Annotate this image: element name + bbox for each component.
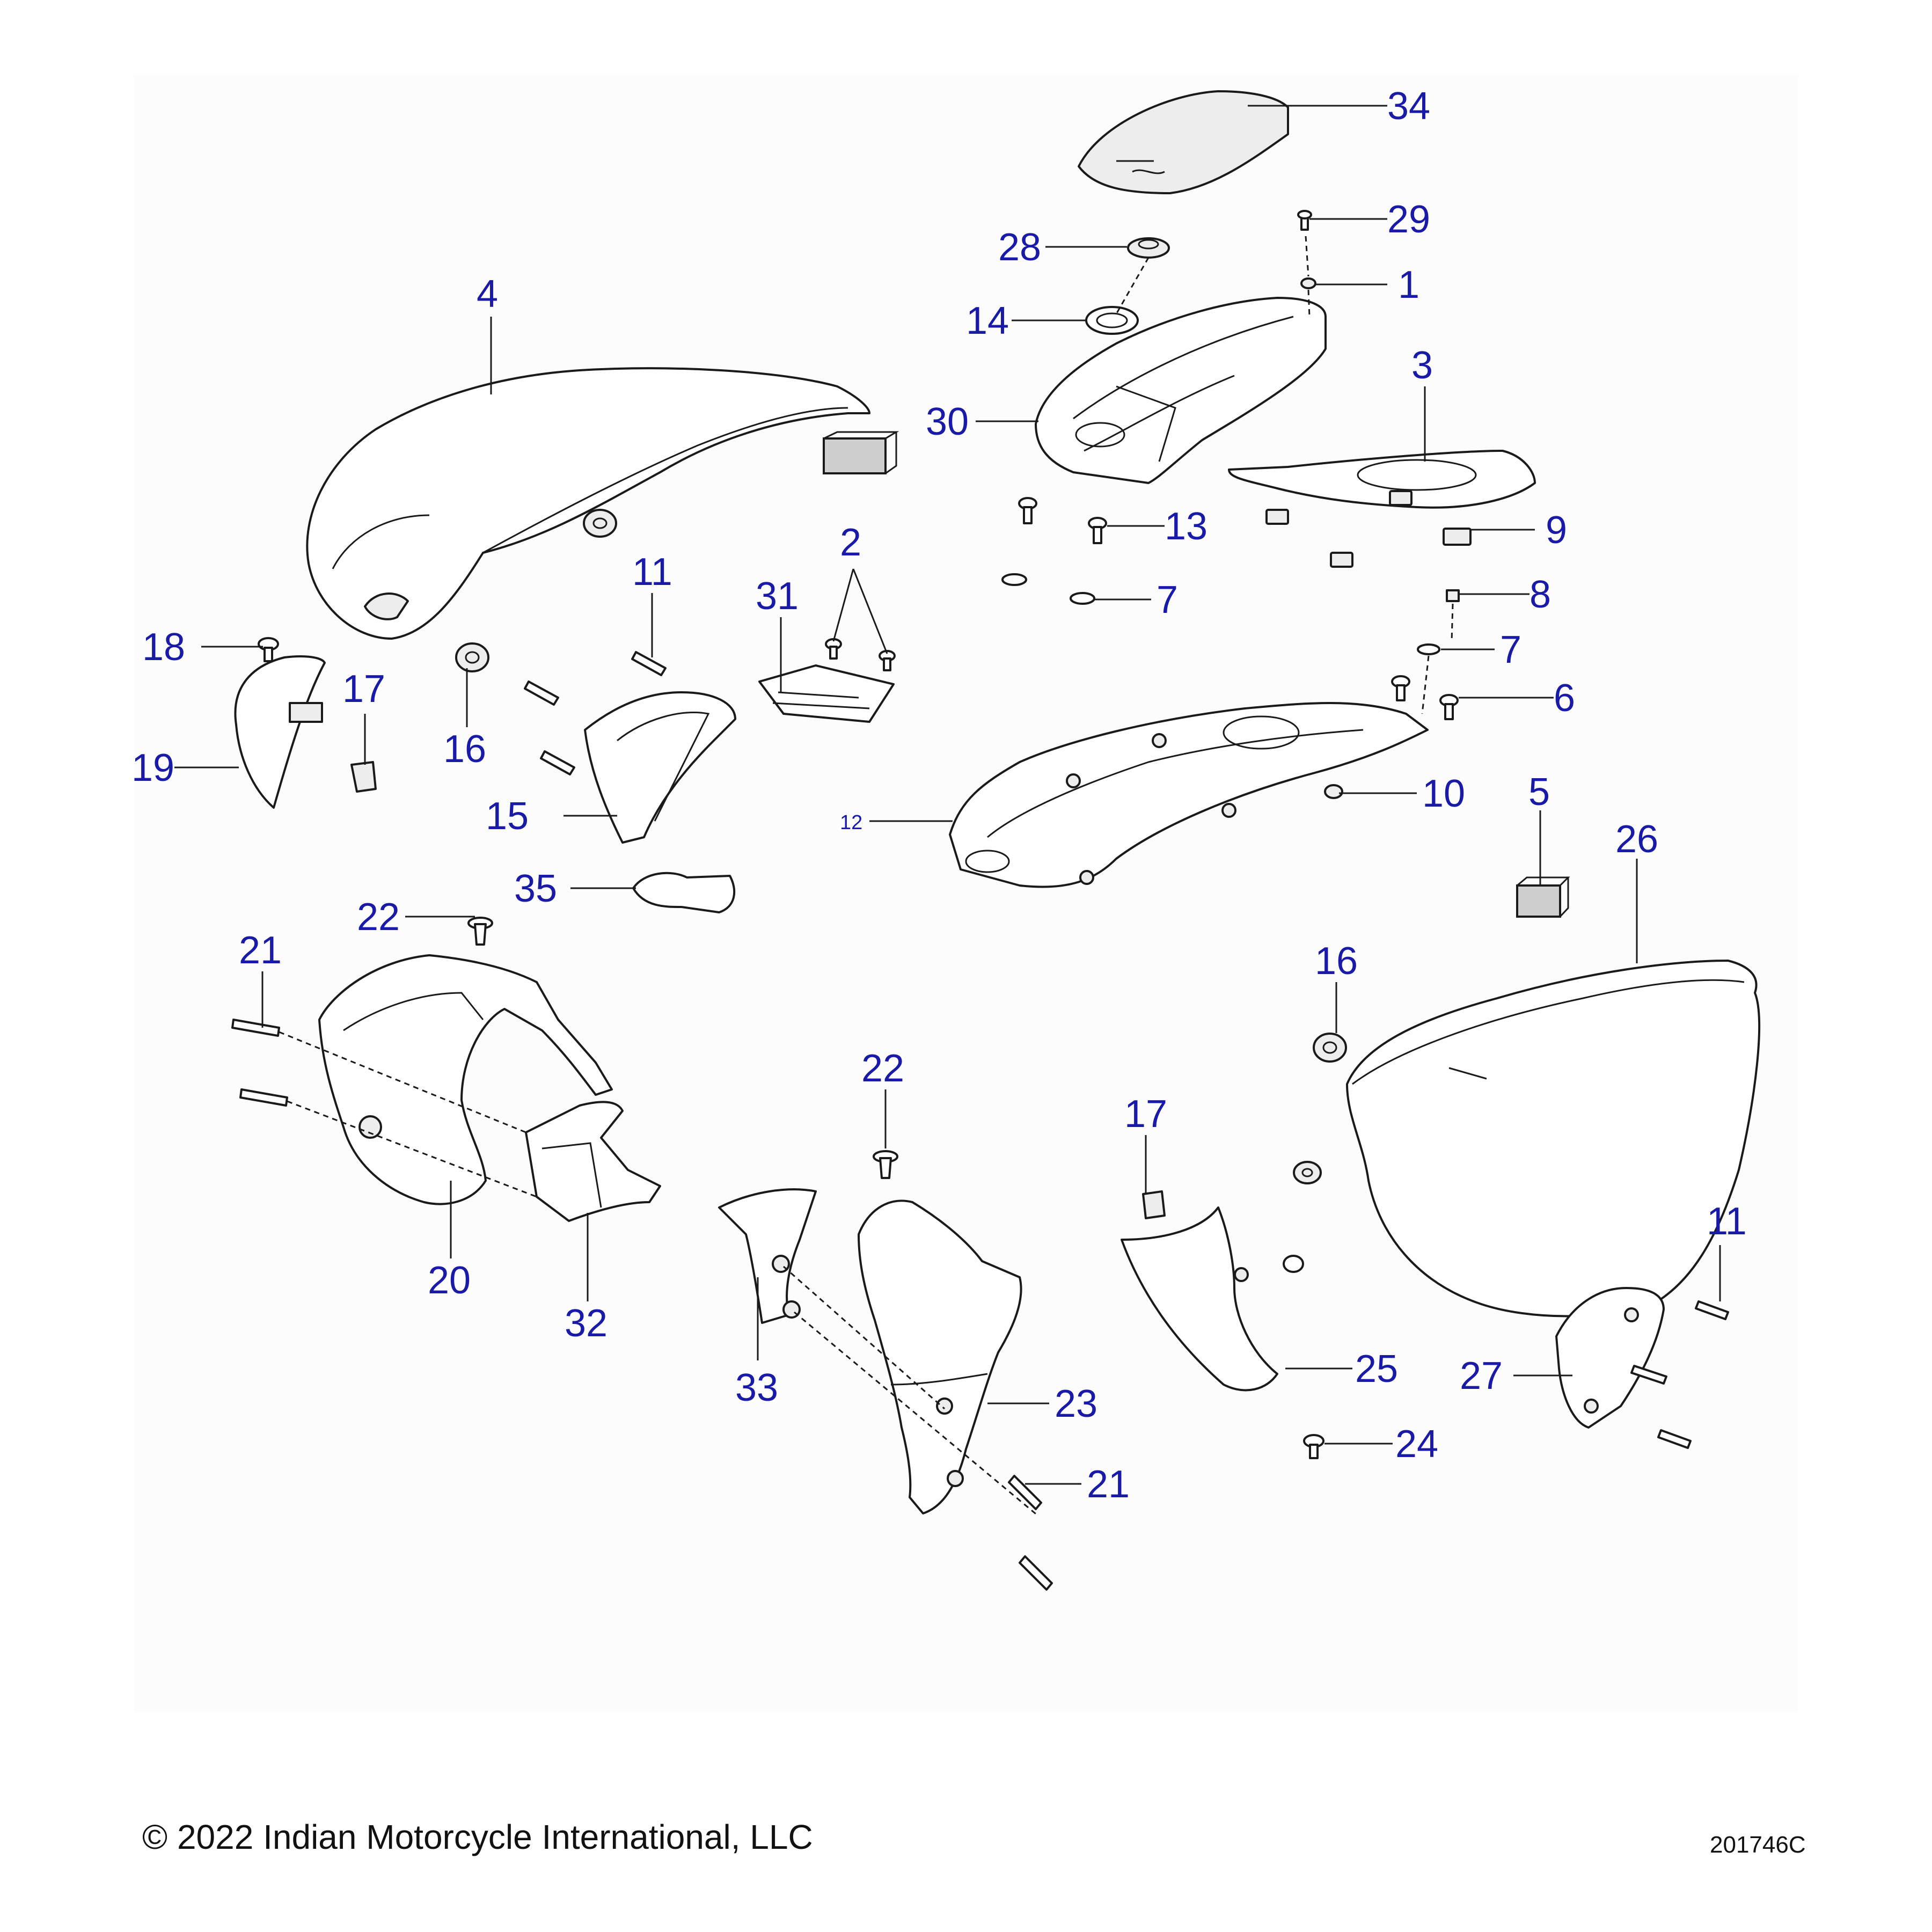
part-10-nut (1325, 785, 1342, 798)
callout-23: 23 (1055, 1382, 1098, 1425)
callout-17-b: 17 (1124, 1093, 1168, 1136)
callout-17-a: 17 (342, 668, 386, 711)
part-17-clip-left (352, 762, 376, 792)
callout-24: 24 (1395, 1423, 1439, 1466)
callout-22-a: 22 (357, 896, 400, 939)
callout-2: 2 (840, 521, 862, 564)
callout-13: 13 (1165, 505, 1208, 548)
callout-18: 18 (142, 626, 186, 669)
callout-20: 20 (428, 1259, 471, 1302)
callout-21-a: 21 (239, 929, 282, 972)
callout-8: 8 (1529, 573, 1552, 616)
callout-6: 6 (1554, 677, 1576, 720)
callout-31: 31 (756, 575, 799, 618)
callout-29: 29 (1387, 198, 1431, 241)
callout-9: 9 (1546, 509, 1568, 552)
callout-3: 3 (1411, 344, 1433, 387)
callout-4: 4 (477, 273, 499, 316)
callout-7-b: 7 (1500, 628, 1522, 671)
grommet-upper (584, 510, 616, 537)
callout-14: 14 (966, 299, 1009, 342)
callout-15: 15 (486, 795, 529, 838)
callout-34: 34 (1387, 85, 1431, 128)
callout-16-b: 16 (1315, 940, 1358, 983)
callout-35: 35 (514, 867, 558, 910)
callout-21-b: 21 (1087, 1463, 1130, 1506)
callout-1: 1 (1398, 264, 1420, 306)
callout-11-b: 11 (1707, 1200, 1747, 1243)
callout-27: 27 (1460, 1355, 1503, 1397)
part-4-block (824, 432, 896, 473)
callout-25: 25 (1355, 1348, 1399, 1391)
callout-28: 28 (998, 226, 1042, 269)
part-1-nut (1301, 279, 1315, 288)
callout-33: 33 (735, 1366, 779, 1409)
part-14-ring (1086, 307, 1138, 334)
copyright-notice: © 2022 Indian Motorcycle International, LLC (142, 1818, 813, 1856)
callout-32: 32 (565, 1302, 608, 1345)
callout-7-a: 7 (1157, 579, 1179, 621)
part-17-clip-right (1143, 1191, 1165, 1218)
callout-5: 5 (1528, 771, 1550, 814)
part-28-cap (1128, 238, 1169, 258)
callout-11-a: 11 (632, 551, 672, 594)
part-16-grommet-right (1314, 1034, 1346, 1062)
callout-10: 10 (1422, 772, 1466, 815)
callout-30: 30 (926, 400, 969, 443)
callout-22-b: 22 (861, 1047, 905, 1090)
callout-19: 19 (131, 747, 175, 789)
part-16-grommet-left (456, 643, 488, 671)
document-number: 201746C (1710, 1832, 1806, 1858)
callout-12: 12 (840, 811, 863, 834)
callout-16-a: 16 (443, 728, 487, 771)
callout-26: 26 (1615, 818, 1659, 861)
